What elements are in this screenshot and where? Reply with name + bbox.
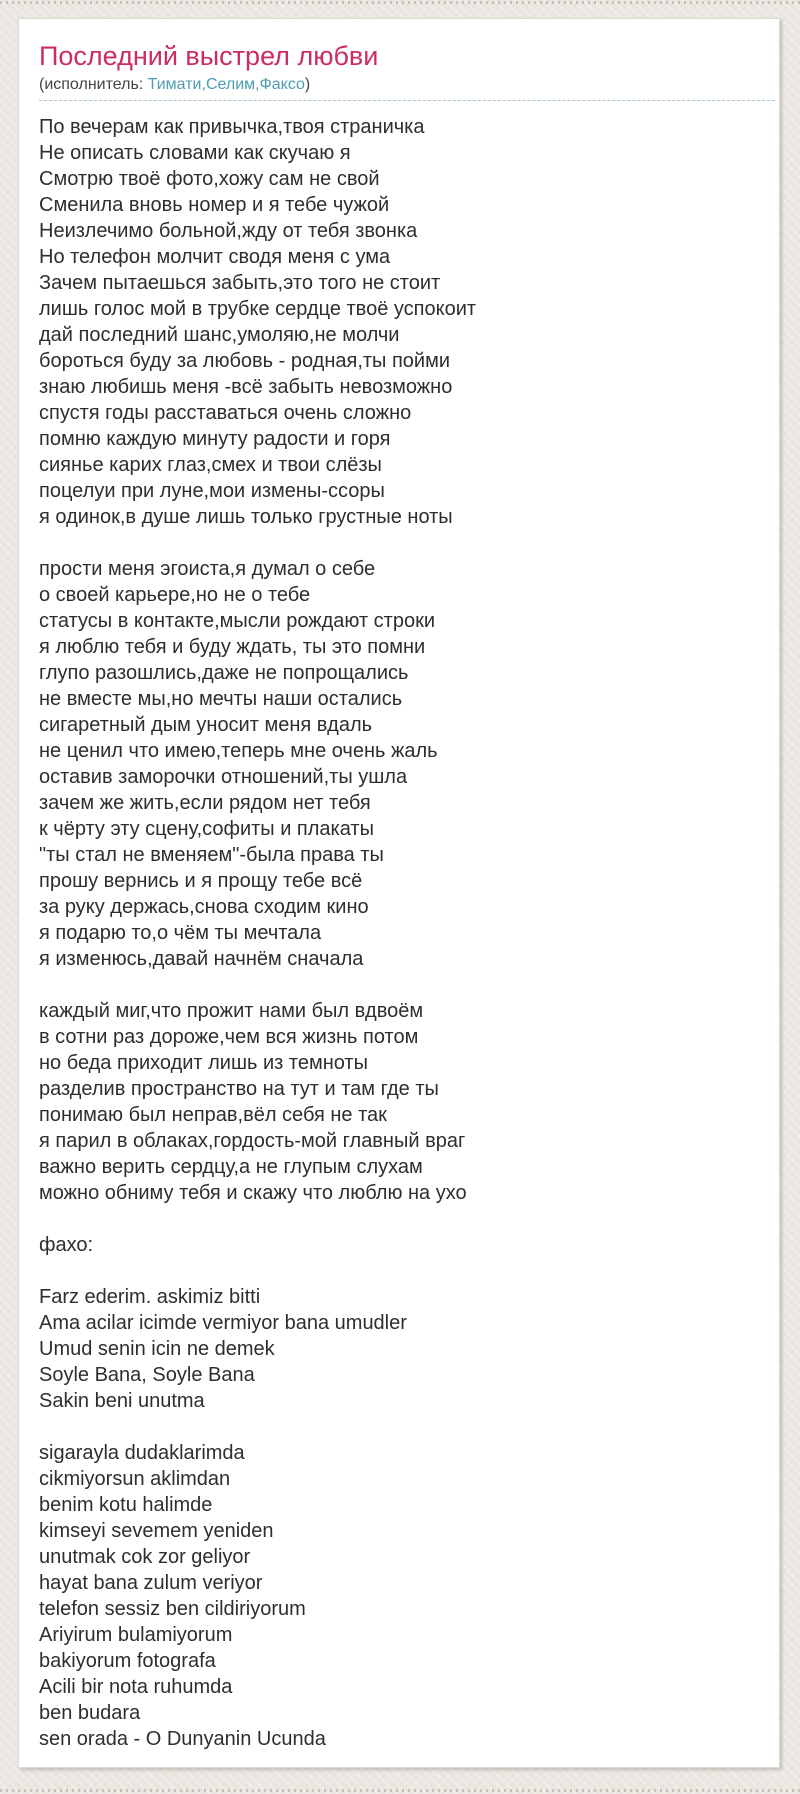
- lyric-line: telefon sessiz ben cildiriyorum: [39, 1598, 306, 1620]
- lyric-line: знаю любишь меня -всё забыть невозможно: [39, 376, 453, 398]
- lyric-line: глупо разошлись,даже не попрощались: [39, 662, 409, 684]
- lyric-line: Зачем пытаешься забыть,это того не стоит: [39, 272, 441, 294]
- lyric-line: о своей карьере,но не о тебе: [39, 584, 311, 606]
- lyric-line: [39, 1206, 773, 1232]
- dotted-separator: [39, 100, 775, 101]
- lyric-line: дай последний шанс,умоляю,не молчи: [39, 324, 400, 346]
- song-title: Последний выстрел любви: [39, 41, 379, 71]
- lyric-line: бороться буду за любовь - родная,ты пойми: [39, 350, 451, 372]
- lyric-line: Неизлечимо больной,жду от тебя звонка: [39, 220, 418, 242]
- lyric-line: cikmiyorsun aklimdan: [39, 1468, 231, 1490]
- lyric-line: Не описать словами как скучаю я: [39, 142, 351, 164]
- lyric-line: [39, 972, 773, 998]
- artist-label-suffix: ): [304, 76, 311, 93]
- lyric-line: спустя годы расставаться очень сложно: [39, 402, 412, 424]
- lyric-line: фахо:: [39, 1234, 94, 1256]
- lyric-line: не ценил что имею,теперь мне очень жаль: [39, 740, 438, 762]
- lyric-line: я изменюсь,давай начнём сначала: [39, 948, 364, 970]
- lyric-line: помню каждую минуту радости и горя: [39, 428, 391, 450]
- lyric-line: к чёрту эту сцену,софиты и плакаты: [39, 818, 374, 840]
- lyrics-block: [39, 114, 773, 1752]
- lyric-line: Umud senin icin ne demek: [39, 1338, 275, 1360]
- lyric-line: sen orada - O Dunyanin Ucunda: [39, 1728, 326, 1750]
- lyric-line: но беда приходит лишь из темноты: [39, 1052, 368, 1074]
- lyric-line: Ama acilar icimde vermiyor bana umudler: [39, 1312, 407, 1334]
- lyric-line: сигаретный дым уносит меня вдаль: [39, 714, 373, 736]
- lyric-line: benim kotu halimde: [39, 1494, 213, 1516]
- lyric-line: Soyle Bana, Soyle Bana: [39, 1364, 255, 1386]
- lyric-line: лишь голос мой в трубке сердце твоё успокоит: [39, 298, 477, 320]
- lyric-line: поцелуи при луне,мои измены-ссоры: [39, 480, 385, 502]
- lyric-line: kimseyi sevemem yeniden: [39, 1520, 274, 1542]
- lyric-line: я люблю тебя и буду ждать, ты это помни: [39, 636, 426, 658]
- lyric-line: я одинок,в душе лишь только грустные ноты: [39, 506, 453, 528]
- lyric-line: за руку держась,снова сходим кино: [39, 896, 369, 918]
- lyric-line: зачем же жить,если рядом нет тебя: [39, 792, 371, 814]
- lyric-line: Ariyirum bulamiyorum: [39, 1624, 233, 1646]
- top-dotted-border: [0, 1, 800, 4]
- lyric-line: bakiyorum fotografa: [39, 1650, 216, 1672]
- lyric-line: я парил в облаках,гордость-мой главный враг: [39, 1130, 466, 1152]
- lyric-line: [39, 1258, 773, 1284]
- lyric-line: unutmak cok zor geliyor: [39, 1546, 251, 1568]
- lyrics-card: [18, 18, 780, 1768]
- lyric-line: "ты стал не вменяем"-была права ты: [39, 844, 384, 866]
- lyric-line: оставив заморочки отношений,ты ушла: [39, 766, 408, 788]
- lyric-line: важно верить сердцу,а не глупым слухам: [39, 1156, 423, 1178]
- lyric-line: Сменила вновь номер и я тебе чужой: [39, 194, 390, 216]
- lyric-line: ben budara: [39, 1702, 141, 1724]
- lyric-line: sigarayla dudaklarimda: [39, 1442, 245, 1464]
- lyric-line: прости меня эгоиста,я думал о себе: [39, 558, 376, 580]
- lyric-line: сиянье карих глаз,смех и твои слёзы: [39, 454, 382, 476]
- lyric-line: Acili bir nota ruhumda: [39, 1676, 233, 1698]
- lyric-line: Смотрю твоё фото,хожу сам не свой: [39, 168, 380, 190]
- lyric-line: По вечерам как привычка,твоя страничка: [39, 116, 425, 138]
- lyric-line: [39, 1414, 773, 1440]
- lyric-line: понимаю был неправ,вёл себя не так: [39, 1104, 387, 1126]
- artist-label-prefix: (исполнитель:: [39, 76, 144, 93]
- lyric-line: Farz ederim. askimiz bitti: [39, 1286, 261, 1308]
- lyric-line: в сотни раз дороже,чем вся жизнь потом: [39, 1026, 419, 1048]
- bottom-dotted-border: [0, 1789, 800, 1792]
- lyric-line: [39, 530, 773, 556]
- lyric-line: прошу вернись и я прощу тебе всё: [39, 870, 363, 892]
- lyric-line: Sakin beni unutma: [39, 1390, 205, 1412]
- artist-line: [39, 75, 773, 95]
- lyric-line: я подарю то,о чём ты мечтала: [39, 922, 322, 944]
- lyric-line: каждый миг,что прожит нами был вдвоём: [39, 1000, 424, 1022]
- lyric-line: разделив пространство на тут и там где ты: [39, 1078, 439, 1100]
- lyric-line: можно обниму тебя и скажу что люблю на ухо: [39, 1182, 467, 1204]
- lyric-line: не вместе мы,но мечты наши остались: [39, 688, 403, 710]
- lyric-line: hayat bana zulum veriyor: [39, 1572, 263, 1594]
- lyric-line: Но телефон молчит сводя меня с ума: [39, 246, 391, 268]
- lyric-line: статусы в контакте,мысли рождают строки: [39, 610, 436, 632]
- artist-link[interactable]: Тимати,Селим,Факсо: [147, 76, 305, 93]
